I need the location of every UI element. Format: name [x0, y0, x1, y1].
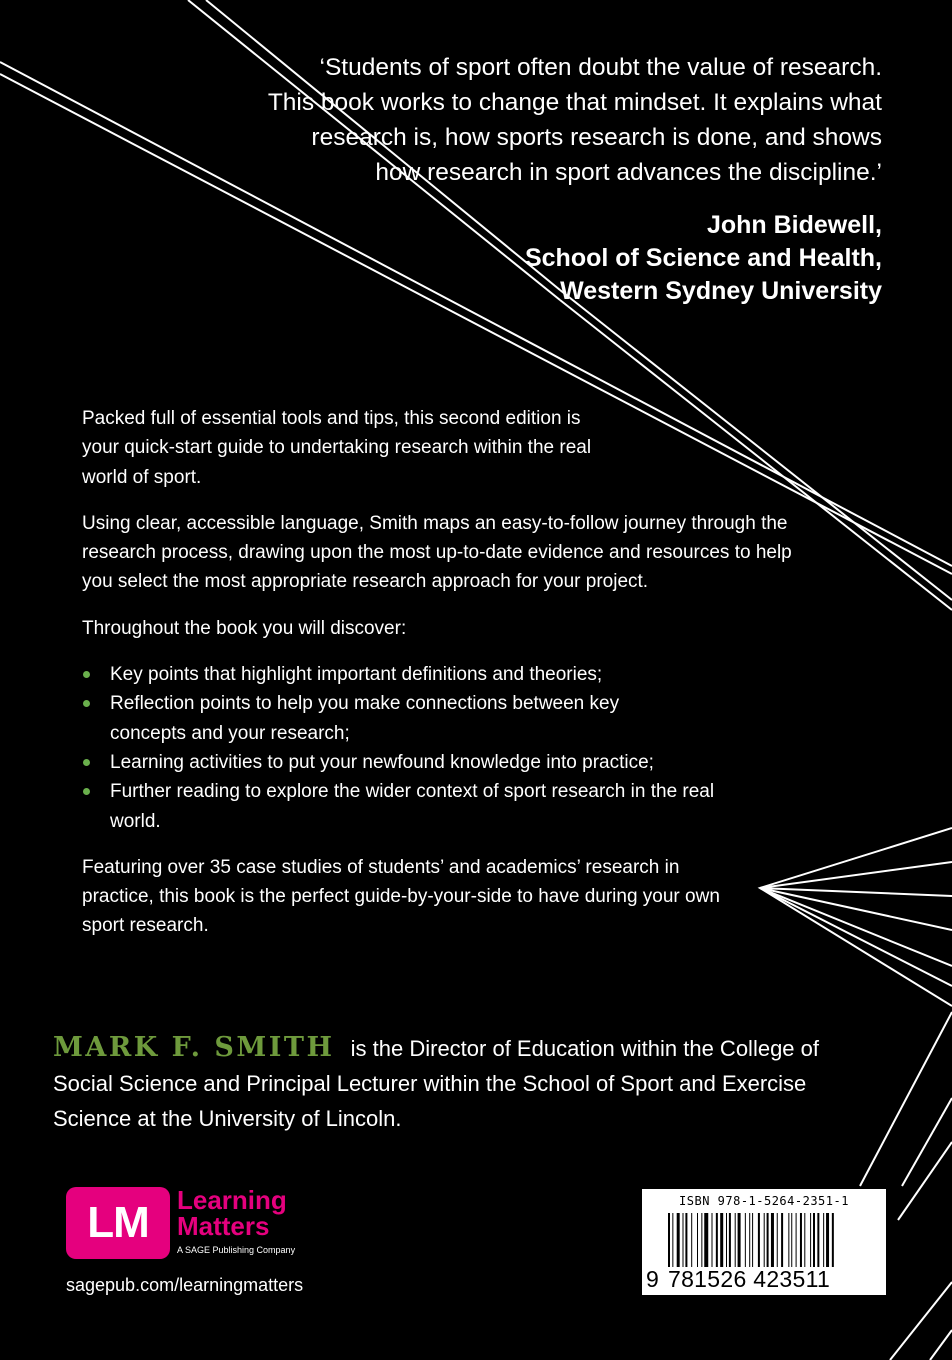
ean-lead-digit: 9: [646, 1266, 660, 1292]
barcode-bar: [832, 1213, 834, 1273]
barcode-bar: [777, 1213, 778, 1273]
quote-line: This book works to change that mindset. It explains what: [267, 89, 882, 116]
barcode-bar: [712, 1213, 713, 1273]
barcode-bar: [701, 1213, 702, 1273]
logo-tagline: A SAGE Publishing Company: [177, 1245, 296, 1255]
list-item-text: Learning activities to put your newfound knowledge into practice;: [110, 751, 654, 773]
barcode-bar: [716, 1213, 718, 1273]
attribution-name: John Bidewell,: [706, 211, 882, 239]
barcode-bar: [726, 1213, 727, 1273]
barcode-bar: [764, 1213, 765, 1273]
barcode-bar: [804, 1213, 805, 1273]
author-bio: [53, 1030, 873, 1136]
list-item-text: Key points that highlight important definitions and theories;: [110, 664, 603, 686]
barcode-bar: [668, 1213, 670, 1273]
attribution-school: School of Science and Health,: [524, 244, 882, 272]
logo-line-1: Learning: [177, 1185, 287, 1215]
bullet-dot-icon: [83, 700, 90, 707]
barcode-bar: [729, 1213, 731, 1273]
endorsement-quote: [180, 50, 882, 190]
barcode-bar: [720, 1213, 723, 1273]
logo-wordmark: [177, 1187, 287, 1239]
barcode-bar: [691, 1213, 692, 1273]
bullet-dot-icon: [83, 788, 90, 795]
barcode-bar: [752, 1213, 753, 1273]
list-item: [82, 660, 827, 689]
quote-line: research is, how sports research is done, and shows: [311, 124, 882, 151]
barcode-bar: [745, 1213, 746, 1273]
barcode-bar: [810, 1213, 811, 1273]
quote-line: how research in sport advances the discipline.’: [375, 159, 882, 186]
barcode-bar: [758, 1213, 760, 1273]
logo-mark: LM: [66, 1187, 170, 1259]
barcode-bar: [677, 1213, 680, 1273]
list-item-text: Further reading to explore the wider context of sport research in the real world.: [110, 781, 715, 832]
barcode-bar: [738, 1213, 741, 1273]
barcode-bar: [796, 1213, 797, 1273]
quote-attribution: [300, 209, 882, 308]
barcode-bar: [697, 1213, 698, 1273]
barcode-bar: [771, 1213, 774, 1273]
publisher-website: sagepub.com/learningmatters: [66, 1275, 304, 1295]
list-item: [82, 777, 730, 836]
barcode-bars: [668, 1213, 876, 1273]
attribution-university: Western Sydney University: [560, 277, 882, 305]
barcode-bar: [767, 1213, 769, 1273]
logo-line-2: Matters: [177, 1211, 270, 1241]
list-item: [82, 748, 827, 777]
barcode-bar: [735, 1213, 736, 1273]
blurb-paragraph: Throughout the book you will discover:: [82, 617, 407, 639]
barcode-bar: [788, 1213, 789, 1273]
barcode-bar: [749, 1213, 750, 1273]
barcode-bar: [791, 1213, 792, 1273]
barcode-bar: [813, 1213, 815, 1273]
barcode-bar: [800, 1213, 802, 1273]
list-item-text: Reflection points to help you make connections between key concepts and your research;: [110, 693, 620, 744]
author-name: MARK F. SMITH: [53, 1032, 335, 1063]
barcode-bar: [704, 1213, 708, 1273]
ean-number: 781526 423511: [668, 1266, 831, 1292]
isbn-label: ISBN 978-1-5264-2351-1: [679, 1194, 849, 1208]
blurb-paragraph: Packed full of essential tools and tips, this second edition is your quick-start guide to undertaking research within the real world of sport.: [82, 408, 592, 488]
publisher-logo: [66, 1187, 326, 1263]
barcode-bar: [781, 1213, 783, 1273]
bullet-dot-icon: [83, 671, 90, 678]
quote-line: ‘Students of sport often doubt the value of research.: [319, 54, 882, 81]
barcode-bar: [823, 1213, 824, 1273]
blurb-paragraph: Featuring over 35 case studies of students’ and academics’ research in practice, this book is the perfect guide-by-your-side to have during your own sport research.: [82, 856, 720, 937]
author-bio-text: is the Director of Education within the College of Social Science and Principal Lecturer within the School of Sport and Exercise Science at the University of Lincoln.: [53, 1036, 819, 1131]
bullet-dot-icon: [83, 759, 90, 766]
barcode-bar: [826, 1213, 829, 1273]
book-blurb: [82, 404, 827, 958]
ean-digits: [646, 1266, 882, 1292]
blurb-paragraph: Using clear, accessible language, Smith maps an easy-to-follow journey through the research process, drawing upon the most up-to-date evidence and resources to help you select the most appropriate research approach for your project.: [82, 512, 792, 593]
barcode-bar: [683, 1213, 684, 1273]
isbn-barcode: [642, 1189, 886, 1295]
barcode-bar: [817, 1213, 819, 1273]
barcode-bar: [685, 1213, 687, 1273]
feature-list: [82, 660, 827, 836]
list-item: [82, 689, 700, 748]
barcode-bar: [672, 1213, 673, 1273]
